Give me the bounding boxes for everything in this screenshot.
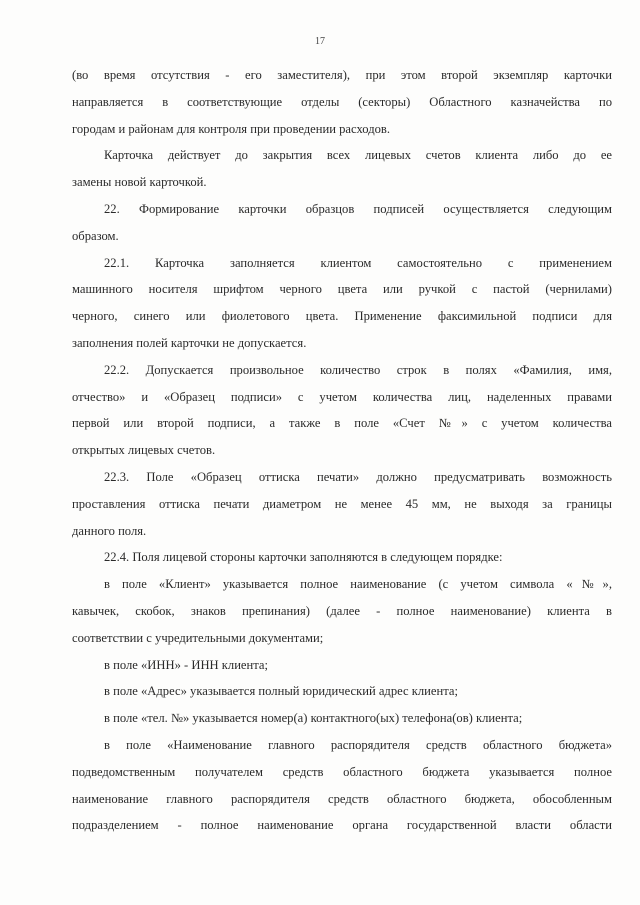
text-line: черного, синего или фиолетового цвета. Применение факсимильной подписи для (72, 309, 612, 324)
text-line: подведомственным получателем средств областного бюджета указывается полное (72, 764, 612, 779)
text-line: в поле «ИНН» - ИНН клиента; (104, 657, 269, 672)
text-line: направляется в соответствующие отделы (секторы) Областного казначейства по (72, 94, 612, 109)
text-line: открытых лицевых счетов. (72, 443, 216, 458)
page-number: 17 (315, 36, 325, 47)
text-line: (во время отсутствия - его заместителя), при этом второй экземпляр карточки (72, 68, 612, 82)
text-line: первой или второй подписи, а также в поле «Счет №» с учетом количества (72, 416, 612, 431)
text-line: данного поля. (72, 523, 147, 538)
text-line: городам и районам для контроля при проведении расходов. (72, 121, 390, 136)
text-line: заполнения полей карточки не допускается. (72, 335, 307, 350)
text-line: 22.4. Поля лицевой стороны карточки заполняются в следующем порядке: (104, 550, 503, 565)
text-line: в поле «Клиент» указывается полное наименование (с учетом символа «№», (104, 577, 612, 592)
text-line: 22.2. Допускается произвольное количество строк в полях «Фамилия, имя, (104, 362, 612, 377)
text-line: проставления оттиска печати диаметром не менее 45 мм, не выходя за границы (72, 496, 612, 511)
text-line: в поле «тел. №» указывается номер(а) контактного(ых) телефона(ов) клиента; (104, 711, 523, 726)
text-line: кавычек, скобок, знаков препинания) (далее - полное наименование) клиента в (72, 603, 612, 618)
text-line: замены новой карточкой. (72, 175, 207, 190)
text-line: Карточка действует до закрытия всех лицевых счетов клиента либо до ее (104, 148, 612, 163)
document-body (72, 62, 612, 839)
text-line: подразделением - полное наименование органа государственной власти области (72, 818, 612, 833)
text-line: 22. Формирование карточки образцов подписей осуществляется следующим (104, 201, 612, 216)
text-line: соответствии с учредительными документами; (72, 630, 324, 645)
text-line: в поле «Адрес» указывается полный юридический адрес клиента; (104, 684, 458, 699)
text-line: в поле «Наименование главного распорядителя средств областного бюджета» (104, 737, 612, 752)
text-line: машинного носителя шрифтом черного цвета или ручкой с пастой (чернилами) (72, 282, 612, 297)
text-line: 22.1. Карточка заполняется клиентом самостоятельно с применением (104, 255, 612, 270)
text-line: отчество» и «Образец подписи» с учетом количества лиц, наделенных правами (72, 389, 612, 404)
text-line: 22.3. Поле «Образец оттиска печати» должно предусматривать возможность (104, 469, 612, 484)
text-line: образом. (72, 228, 119, 243)
text-line: наименование главного распорядителя средств областного бюджета, обособленным (72, 791, 612, 806)
